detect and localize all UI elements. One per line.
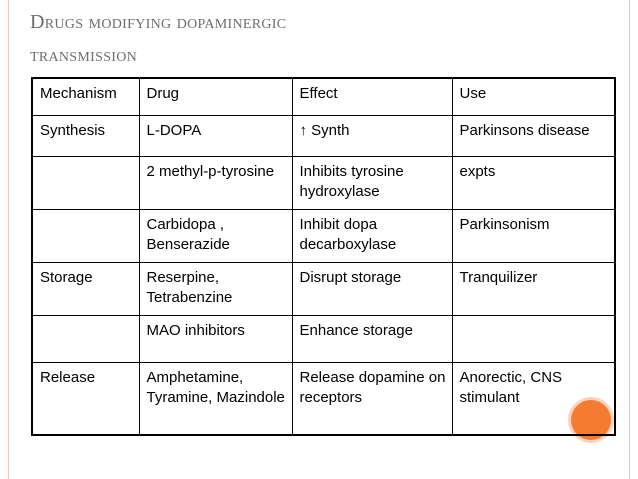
cell-mechanism [32,210,139,263]
slide-title-line-2: transmission [30,44,138,66]
header-mechanism: Mechanism [32,78,139,116]
frame-left-line [8,0,9,479]
header-use: Use [452,78,615,116]
table-row [32,316,615,363]
cell-mechanism: Storage [32,263,139,316]
header-drug: Drug [139,78,292,116]
cell-drug: Reserpine, Tetrabenzine [139,263,292,316]
cell-drug: L-DOPA [139,116,292,157]
cell-effect: ↑ Synth [292,116,452,157]
cell-use: expts [452,157,615,210]
cell-mechanism: Synthesis [32,116,139,157]
frame-right-line [629,0,630,479]
table-row [32,263,615,316]
table-row [32,210,615,263]
cell-use: Parkinsons disease [452,116,615,157]
table-row [32,363,615,436]
cell-mechanism: Release [32,363,139,436]
cell-drug: Amphetamine, Tyramine, Mazindole [139,363,292,436]
table-row [32,157,615,210]
slide-title-line-1: Drugs modifying dopaminergic [30,11,287,33]
cell-effect: Inhibit dopa decarboxylase [292,210,452,263]
cell-drug: 2 methyl-p-tyrosine [139,157,292,210]
cell-use: Parkinsonism [452,210,615,263]
cell-effect: Disrupt storage [292,263,452,316]
cell-effect: Inhibits tyrosine hydroxylase [292,157,452,210]
table-row [32,116,615,157]
cell-effect: Release dopamine on receptors [292,363,452,436]
header-effect: Effect [292,78,452,116]
cell-mechanism [32,316,139,363]
cell-drug: MAO inhibitors [139,316,292,363]
drug-table [31,77,616,436]
cell-mechanism [32,157,139,210]
cell-effect: Enhance storage [292,316,452,363]
table-header-row [32,78,615,116]
slide-title [30,6,570,72]
cell-use: Anorectic, CNS stimulant [452,363,615,436]
cell-drug: Carbidopa , Benserazide [139,210,292,263]
cell-use: Tranquilizer [452,263,615,316]
cell-use [452,316,615,363]
